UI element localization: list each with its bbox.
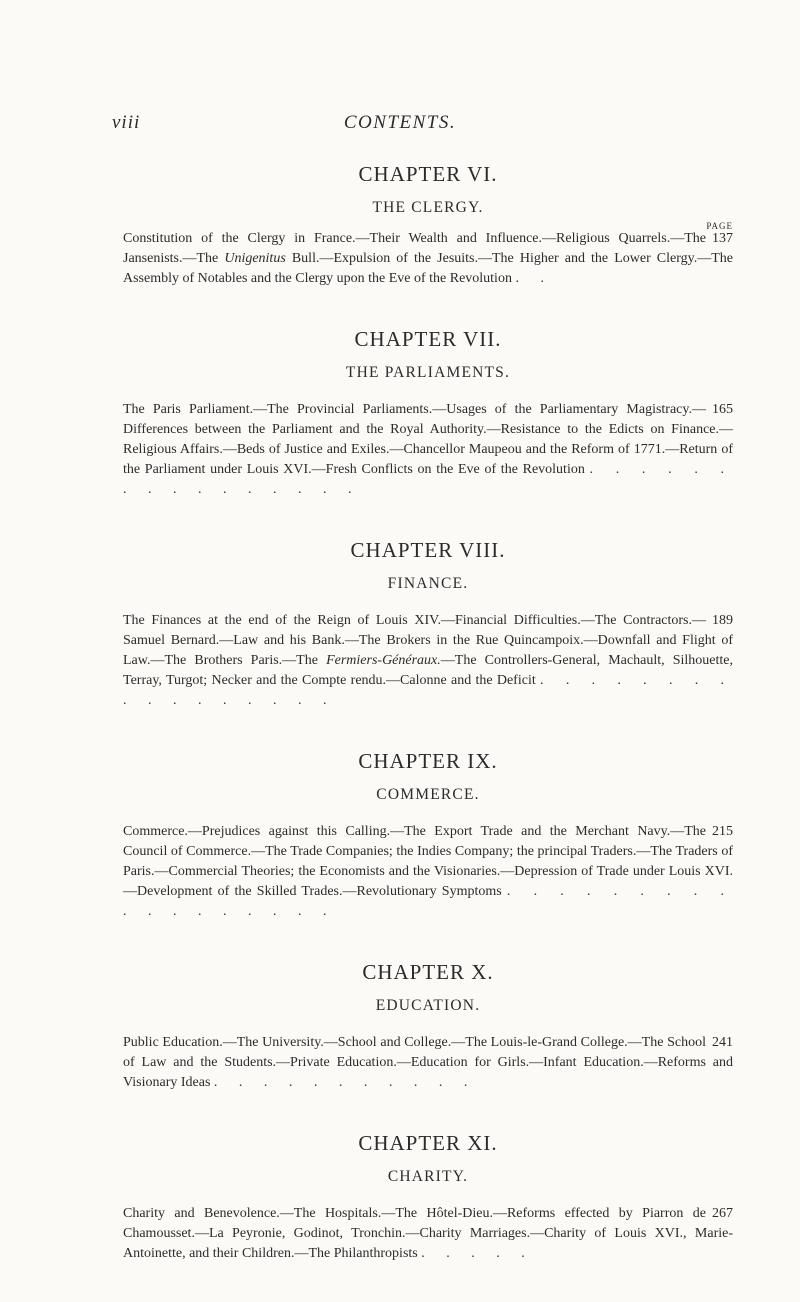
- running-title: CONTENTS.: [343, 112, 457, 133]
- chapter-entry: [123, 749, 733, 922]
- chapter-subtitle: COMMERCE.: [376, 786, 480, 803]
- chapter-subtitle: THE CLERGY.: [372, 199, 484, 216]
- leader-dots: . . . . . . . . . . . . . . . .: [123, 462, 734, 497]
- chapter-heading: CHAPTER XI.: [358, 1131, 498, 1155]
- chapter-entry: [123, 1131, 733, 1264]
- leader-dots: . . . . . . . . . . . . . . . . . .: [123, 884, 734, 919]
- leader-dots: . . . . . . . . . . . . . . . . .: [123, 673, 734, 708]
- chapter-summary: 241 Public Education.—The University.—School and College.—The Louis-le-Grand College.—The School of Law and the Students.—Private Education.—Education for Girls.—Infant Education.—Reforms and Visionary Ideas . . . . . . . . . . .: [123, 1035, 733, 1090]
- page-number: 241: [712, 1035, 733, 1050]
- page-number: 215: [712, 824, 733, 839]
- leader-dots: . . . . . . . . . . .: [213, 1075, 477, 1090]
- chapter-subtitle: EDUCATION.: [375, 997, 481, 1014]
- page-number: 189: [712, 613, 733, 628]
- contents-list: [123, 162, 733, 1302]
- page-number: 137: [712, 231, 733, 246]
- leader-dots: . .: [515, 271, 553, 286]
- page-column-label: PAGE: [706, 221, 733, 231]
- chapter-heading: CHAPTER X.: [362, 960, 494, 984]
- page-number: 165: [712, 402, 733, 417]
- chapter-summary: 215 Commerce.—Prejudices against this Calling.—The Export Trade and the Merchant Navy.—The Council of Commerce.—The Trade Companies; the Indies Company; the principal Traders.—The Traders of Paris.—Commercial Theories; the Economists and the Visionaries.—Depression of Trade under Louis XVI.—Development of the Skilled Trades.—Revolutionary Symptoms . . . . . . . . . . . . . . . . . .: [123, 824, 734, 919]
- chapter-heading: CHAPTER VIII.: [350, 538, 506, 562]
- chapter-entry: [123, 162, 733, 289]
- chapter-summary: 189 The Finances at the end of the Reign of Louis XIV.—Financial Difficulties.—The Contractors.—Samuel Bernard.—Law and his Bank.—The Brokers in the Rue Quincampoix.—Downfall and Flight of Law.—The Brothers Paris.—The Fermiers-Généraux.—The Controllers-General, Machault, Silhouette, Terray, Turgot; Necker and the Compte rendu.—Calonne and the Deficit . . . . . . . . . . . . . . . . .: [123, 613, 734, 708]
- chapter-heading: CHAPTER VI.: [358, 162, 498, 186]
- chapter-entry: [123, 538, 733, 711]
- chapter-heading: CHAPTER IX.: [358, 749, 498, 773]
- chapter-entry: [123, 960, 733, 1093]
- page-number: 267: [712, 1206, 733, 1221]
- running-head: [0, 112, 800, 138]
- leader-dots: . . . . .: [421, 1246, 534, 1261]
- chapter-summary: 137 Constitution of the Clergy in France.—Their Wealth and Influence.—Religious Quarrels.—The Jansenists.—The Unigenitus Bull.—Expulsion of the Jesuits.—The Higher and the Lower Clergy.—The Assembly of Notables and the Clergy upon the Eve of the Revolution . .: [123, 231, 733, 286]
- chapter-entry: [123, 327, 733, 500]
- chapter-subtitle: FINANCE.: [387, 575, 469, 592]
- chapter-summary: 267 Charity and Benevolence.—The Hospitals.—The Hôtel-Dieu.—Reforms effected by Piarron de Chamousset.—La Peyronie, Godinot, Tronchin.—Charity Marriages.—Charity of Louis XVI., Marie-Antoinette, and their Children.—The Philanthropists . . . . .: [123, 1206, 733, 1261]
- chapter-subtitle: CHARITY.: [387, 1168, 469, 1185]
- chapter-heading: CHAPTER VII.: [354, 327, 502, 351]
- chapter-subtitle: THE PARLIAMENTS.: [345, 364, 511, 381]
- page-folio: viii: [112, 112, 141, 133]
- chapter-summary: 165 The Paris Parliament.—The Provincial Parliaments.—Usages of the Parliamentary Magistracy.—Differences between the Parliament and the Royal Authority.—Resistance to the Edicts on Finance.—Religious Affairs.—Beds of Justice and Exiles.—Chancellor Maupeou and the Reform of 1771.—Return of the Parliament under Louis XVI.—Fresh Conflicts on the Eve of the Revolution . . . . . . . . . . . . . . . .: [123, 402, 734, 497]
